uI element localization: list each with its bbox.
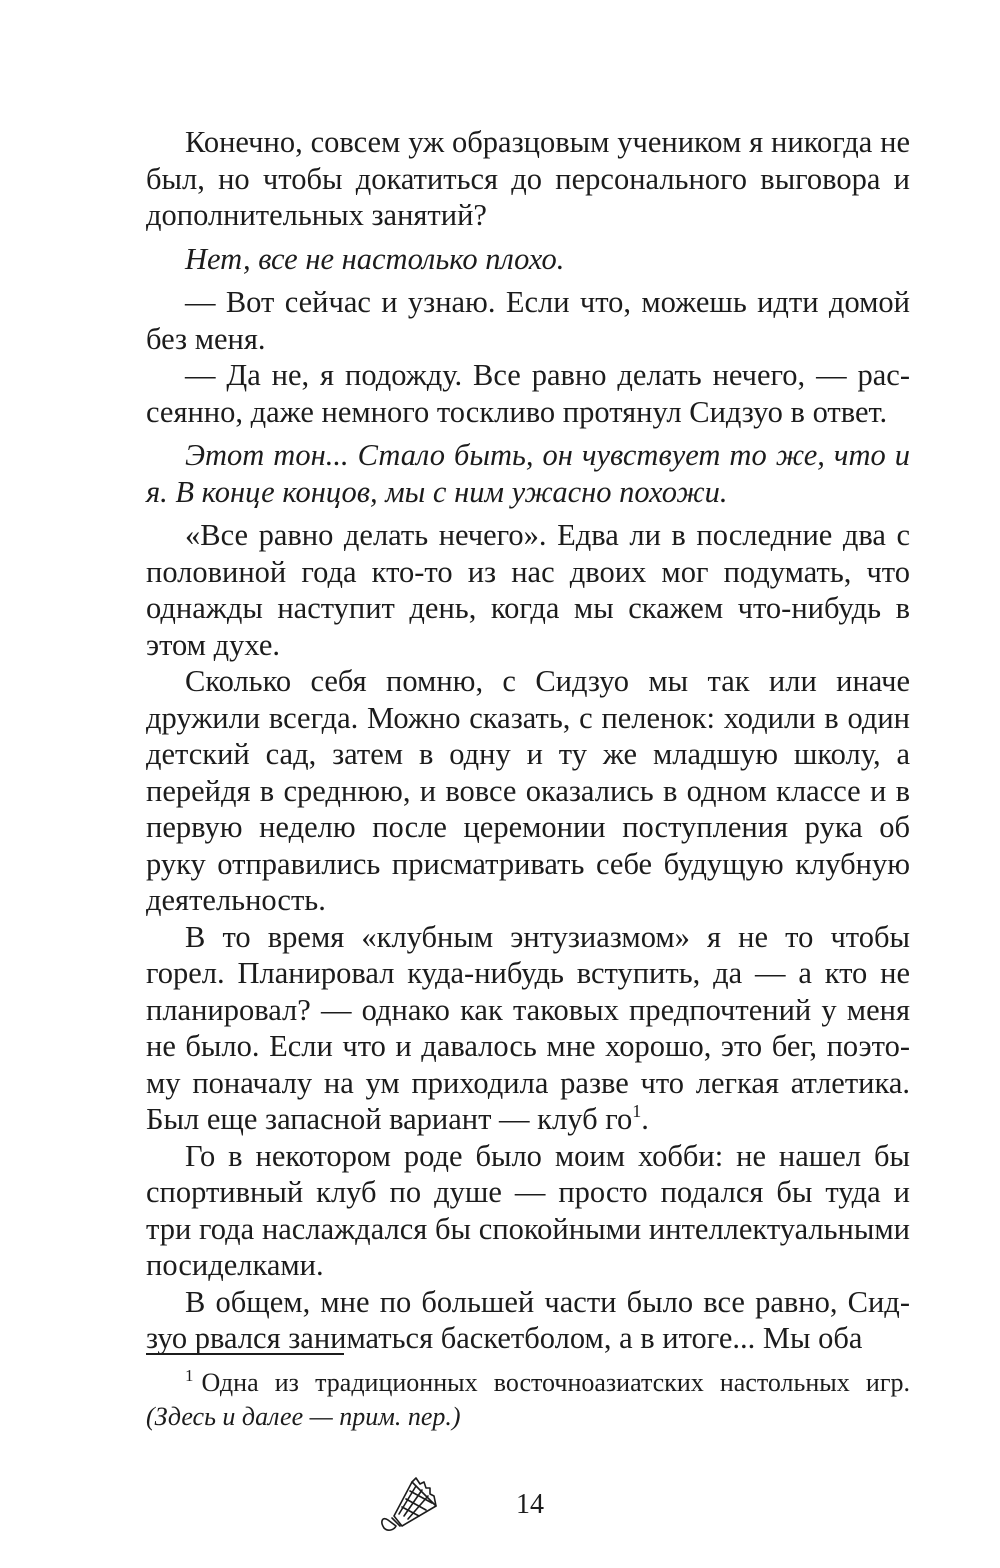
footnote-divider	[146, 1353, 344, 1355]
body-text	[146, 124, 910, 1357]
footnote-translator-note: (Здесь и далее — прим. пер.)	[146, 1402, 461, 1431]
footnote-reference[interactable]: 1	[632, 1101, 642, 1121]
paragraph-6: «Все равно делать нечего». Едва ли в последние два с половиной года кто-то из нас двоих мог подумать, что однажды наступит день, когда мы скажем что-нибудь в этом духе.	[146, 518, 910, 662]
paragraph-5-thought: Этот тон... Стало быть, он чувствует то же, что и я. В конце концов, мы с ним ужасно похожи.	[146, 438, 910, 509]
paragraph-8: В то время «клубным энтузиазмом» я не то чтобы горел. Планировал куда-нибудь вступить, да — а кто не планировал? — однако как таковых предпочтений у меня не было. Если что и давалось мне хорошо, это бег, поэтому поначалу на ум приходила разве что легкая атлетика. Был еще запасной вариант — клуб го$^1$.	[146, 919, 910, 1136]
paragraph-3-dialogue: — Вот сейчас и узнаю. Если что, можешь идти домой без меня.	[146, 285, 910, 356]
paragraph-10: В общем, мне по большей части было все равно, Сидзуо рвался заниматься баскетболом, а в итоге... Мы оба	[146, 1284, 910, 1355]
page-number: 14	[516, 1489, 544, 1520]
footnote	[146, 1366, 910, 1434]
paragraph-1: Конечно, совсем уж образцовым учеником я никогда не был, но чтобы докатиться до персонального выговора и дополнительных занятий?	[146, 125, 910, 232]
footnote-text: Одна из традиционных восточноазиатских настольных игр.	[201, 1368, 910, 1397]
paragraph-8-text: В то время «клубным энтузиазмом» я не то чтобы горел. Планировал куда-нибудь вступить, да — а кто не планировал? — однако как таковых предпочтений у меня не было. Если что и давалось мне хорошо, это бег, поэтому поначалу на ум приходила разве что легкая атлетика. Был еще запасной вариант — клуб го	[146, 919, 910, 1136]
paragraph-4-dialogue: — Да не, я подожду. Все равно делать нечего, — рассеянно, даже немного тоскливо протянул Сидзуо в ответ.	[146, 358, 910, 429]
paragraph-9: Го в некотором роде было моим хобби: не нашел бы спортивный клуб по душе — просто подался бы туда и три года наслаждался бы спокойными интеллектуальными посиделками.	[146, 1138, 910, 1282]
paragraph-2-thought: Нет, все не настолько плохо.	[185, 241, 565, 276]
paragraph-7: Сколько себя помню, с Сидзуо мы так или иначе дружили всегда. Можно сказать, с пеленок: ходили в один детский сад, затем в одну и ту же младшую школу, а перейдя в среднюю, и вовсе оказались в одном классе и в первую неделю после церемонии поступления рука об руку отправились присматривать себе будущую клубную деятельность.	[146, 664, 910, 917]
shuttlecock-icon	[378, 1476, 440, 1534]
footnote-marker: 1	[185, 1366, 194, 1385]
